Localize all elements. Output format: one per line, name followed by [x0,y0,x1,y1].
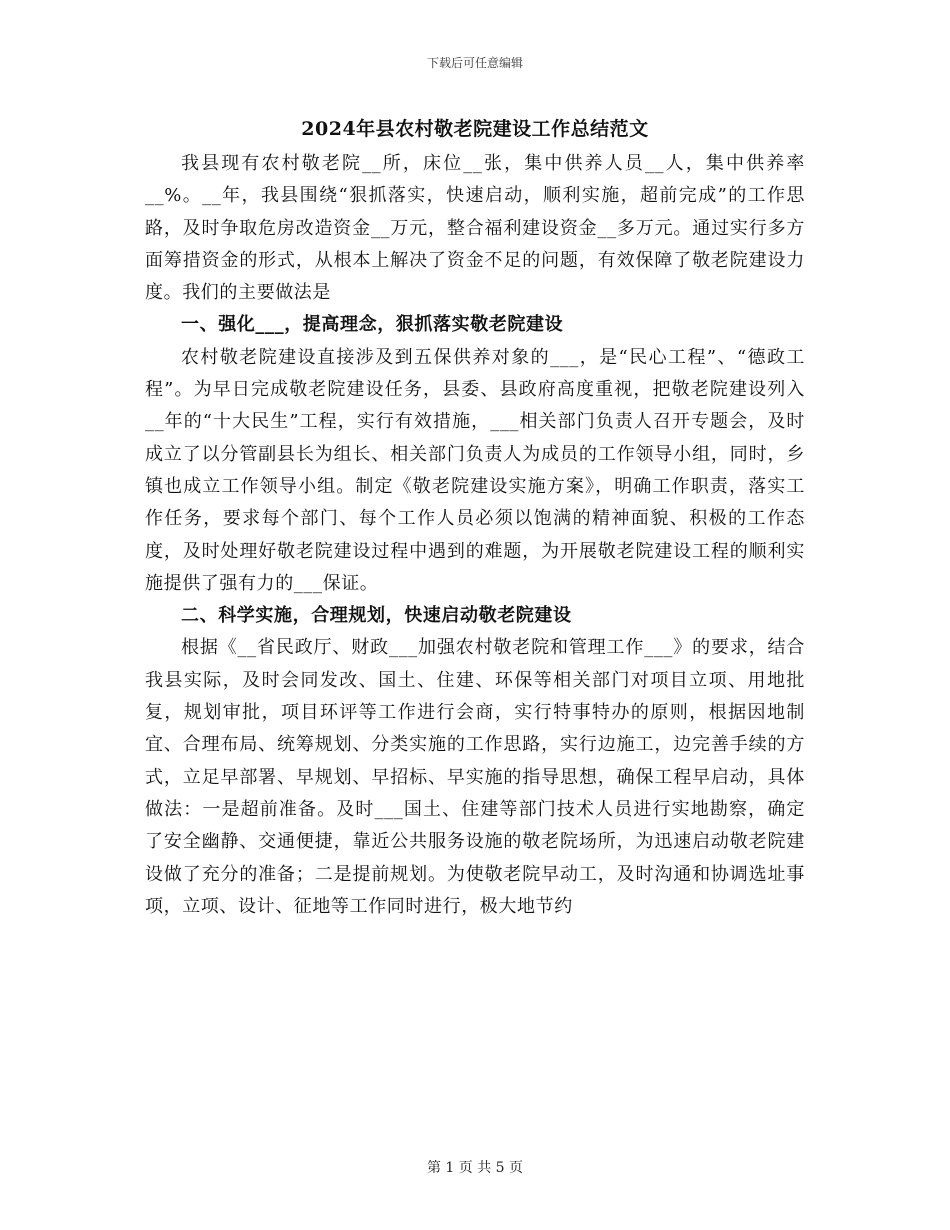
section-heading-1: 一、强化___，提高理念，狠抓落实敬老院建设 [181,314,564,336]
document-title: 2024年县农村敬老院建设工作总结范文 [301,118,649,140]
section-1-paragraph: 农村敬老院建设直接涉及到五保供养对象的___，是“民心工程”、“德政工程”。为早日完成敬老院建设任务，县委、县政府高度重视，把敬老院建设列入__年的“十大民生”工程，实行有效措施，___相关部门负责人召开专题会，及时成立了以分管副县长为组长、相关部门负责人为成员的工作领导小组，同时，乡镇也成立工作领导小组。制定《敬老院建设实施方案》，明确工作职责，落实工作任务，要求每个部门、每个工作人员必须以饱满的精神面貌、积极的工作态度，及时处理好敬老院建设过程中遇到的难题，为开展敬老院建设工程的顺利实施提供了强有力的___保证。 [145,346,805,594]
page-header-note: 下载后可任意编辑 [426,56,523,70]
intro-paragraph: 我县现有农村敬老院__所，床位__张，集中供养人员__人，集中供养率__%。__年，我县围绕“狠抓落实，快速启动，顺利实施，超前完成”的工作思路，及时争取危房改造资金__万元，整合福利建设资金__多万元。通过实行多方面筹措资金的形式，从根本上解决了资金不足的问题，有效保障了敬老院建设力度。我们的主要做法是 [145,153,805,304]
section-heading-2: 二、科学实施，合理规划，快速启动敬老院建设 [181,605,572,627]
page-number: 第 1 页 共 5 页 [426,1160,524,1176]
section-2-paragraph: 根据《__省民政厅、财政___加强农村敬老院和管理工作___》的要求，结合我县实际，及时会同发改、国土、住建、环保等相关部门对项目立项、用地批复，规划审批，项目环评等工作进行会商，实行特事特办的原则，根据因地制宜、合理布局、统筹规划、分类实施的工作思路，实行边施工，边完善手续的方式，立足早部署、早规划、早招标、早实施的指导思想，确保工程早启动，具体做法：一是超前准备。及时___国土、住建等部门技术人员进行实地勘察，确定了安全幽静、交通便捷，靠近公共服务设施的敬老院场所，为迅速启动敬老院建设做了充分的准备；二是提前规划。为使敬老院早动工，及时沟通和协调选址事项，立项、设计、征地等工作同时进行，极大地节约 [145,637,805,917]
document-body [145,148,805,923]
